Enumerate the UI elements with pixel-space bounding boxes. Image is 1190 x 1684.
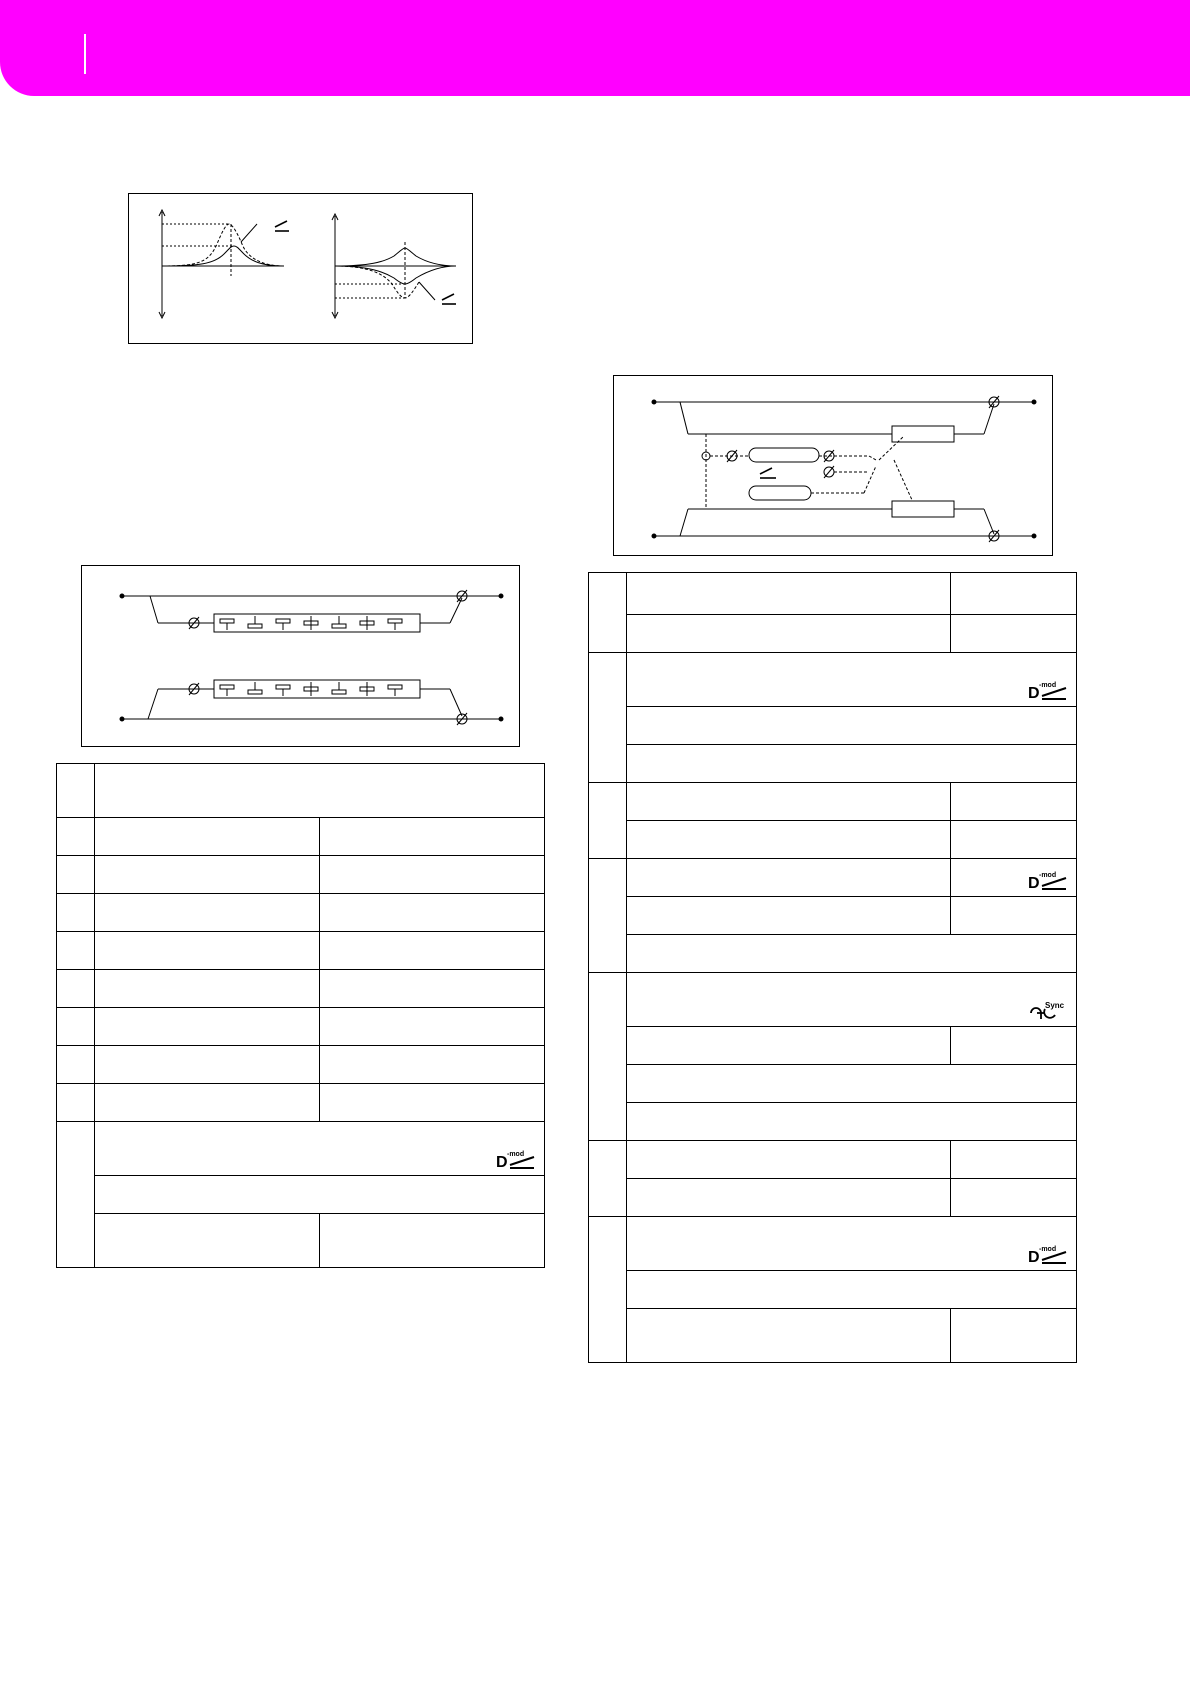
param-name xyxy=(627,745,1077,783)
param-number xyxy=(589,653,627,783)
param-range xyxy=(951,1027,1077,1065)
sync-icon xyxy=(1028,999,1068,1021)
param-number xyxy=(57,1122,95,1268)
param-name xyxy=(627,1103,1077,1141)
param-name xyxy=(627,935,1077,973)
modulation-block-diagram-svg xyxy=(614,376,1054,557)
param-range xyxy=(951,615,1077,653)
param-group-header xyxy=(95,764,545,818)
svg-text:D: D xyxy=(1028,1249,1040,1265)
dmod-icon xyxy=(1028,869,1068,891)
param-number xyxy=(57,856,95,894)
param-name xyxy=(95,818,320,856)
param-number xyxy=(57,932,95,970)
param-name xyxy=(627,615,951,653)
param-name xyxy=(95,1214,320,1268)
param-name xyxy=(627,1027,951,1065)
param-name xyxy=(95,1176,545,1214)
param-range xyxy=(951,859,1077,897)
param-range xyxy=(320,932,545,970)
param-name xyxy=(95,970,320,1008)
param-range xyxy=(951,573,1077,615)
param-number xyxy=(57,818,95,856)
param-name xyxy=(627,573,951,615)
eq-response-figure xyxy=(128,193,473,344)
param-name xyxy=(627,1309,951,1363)
param-range xyxy=(951,783,1077,821)
param-range xyxy=(951,1309,1077,1363)
param-name xyxy=(95,894,320,932)
param-range xyxy=(320,818,545,856)
param-number xyxy=(57,1008,95,1046)
param-number xyxy=(589,573,627,653)
param-group-header xyxy=(627,1217,1077,1271)
param-number xyxy=(589,783,627,859)
param-name xyxy=(627,821,951,859)
param-number xyxy=(57,1084,95,1122)
dmod-icon xyxy=(496,1148,536,1170)
svg-text:-mod: -mod xyxy=(1039,1246,1057,1253)
param-range xyxy=(320,1008,545,1046)
param-name xyxy=(627,1179,951,1217)
param-name xyxy=(627,859,951,897)
param-number xyxy=(57,764,95,818)
param-name xyxy=(95,932,320,970)
svg-text:Sync: Sync xyxy=(1045,1001,1065,1010)
param-name xyxy=(95,1084,320,1122)
dmod-icon xyxy=(760,468,776,478)
param-group-header xyxy=(627,973,1077,1027)
svg-text:D: D xyxy=(1028,875,1040,891)
param-number xyxy=(57,1046,95,1084)
page-header-band xyxy=(0,0,1190,96)
param-range xyxy=(320,1084,545,1122)
param-number xyxy=(57,894,95,932)
param-range xyxy=(320,1046,545,1084)
dmod-icon xyxy=(275,221,289,231)
param-group-header xyxy=(95,1122,545,1176)
param-name xyxy=(627,1271,1077,1309)
param-name xyxy=(627,897,951,935)
param-range xyxy=(951,821,1077,859)
param-name xyxy=(95,856,320,894)
param-range xyxy=(951,1141,1077,1179)
svg-text:-mod: -mod xyxy=(507,1151,525,1158)
param-range xyxy=(320,1214,545,1268)
svg-text:D: D xyxy=(1028,685,1040,701)
param-name xyxy=(95,1046,320,1084)
param-range xyxy=(320,856,545,894)
svg-text:-mod: -mod xyxy=(1039,682,1057,689)
param-name xyxy=(627,1065,1077,1103)
param-name xyxy=(627,1141,951,1179)
param-number xyxy=(589,859,627,973)
header-divider xyxy=(84,34,86,74)
param-number xyxy=(589,973,627,1141)
param-name xyxy=(627,783,951,821)
param-name xyxy=(95,1008,320,1046)
param-number xyxy=(589,1141,627,1217)
param-number xyxy=(57,970,95,1008)
dmod-icon xyxy=(1028,679,1068,701)
param-range xyxy=(320,970,545,1008)
param-range xyxy=(951,1179,1077,1217)
stereo-block-diagram-svg xyxy=(82,566,521,748)
eq-response-graph xyxy=(129,194,474,345)
param-range xyxy=(320,894,545,932)
right-parameter-table xyxy=(588,572,1077,1363)
svg-text:D: D xyxy=(496,1154,508,1170)
dmod-icon xyxy=(442,294,456,304)
param-number xyxy=(589,1217,627,1363)
stereo-block-diagram xyxy=(81,565,520,747)
left-parameter-table xyxy=(56,763,545,1268)
svg-text:-mod: -mod xyxy=(1039,872,1057,879)
param-group-header xyxy=(627,653,1077,707)
modulation-block-diagram xyxy=(613,375,1053,556)
param-name xyxy=(627,707,1077,745)
param-range xyxy=(951,897,1077,935)
dmod-icon xyxy=(1028,1243,1068,1265)
